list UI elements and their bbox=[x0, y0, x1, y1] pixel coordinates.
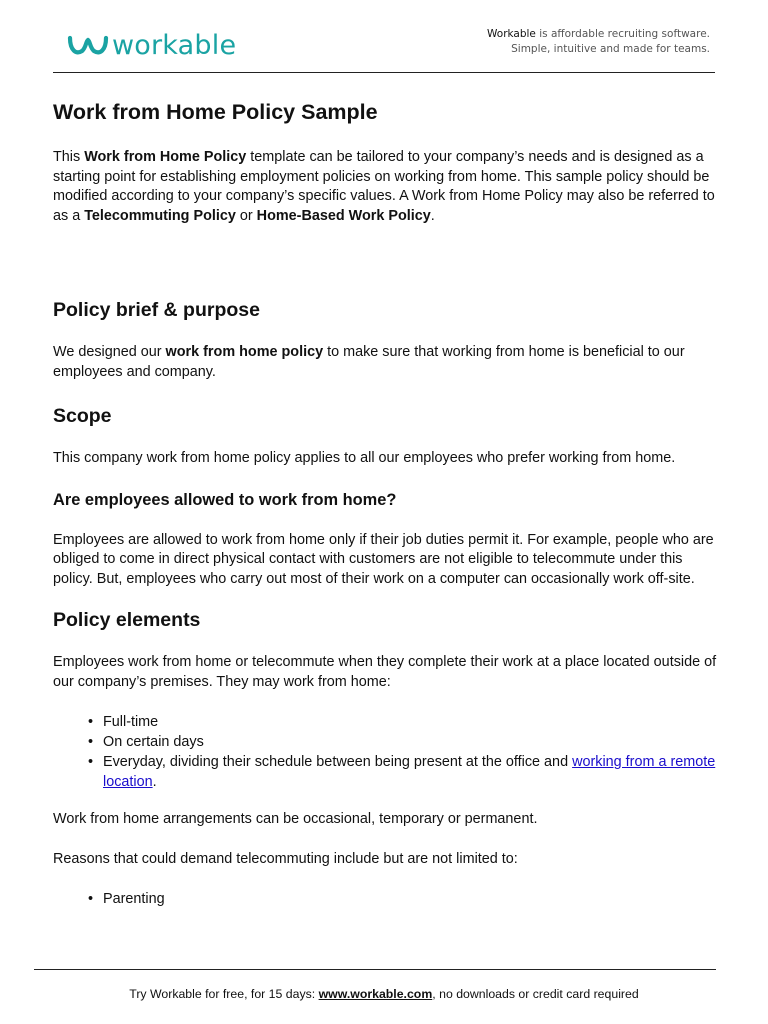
intro-text-2: template can be tailored to your company’s needs and is designed as a starting point for establishing employment policies on working from home. This sample policy should be modified according to your company’s specific values. A Work from Home Policy may also be referred to as a bbox=[53, 149, 715, 224]
footer-text-2: , no downloads or credit card required bbox=[432, 987, 639, 1001]
section-heading-brief: Policy brief & purpose bbox=[53, 299, 260, 321]
section-heading-scope: Scope bbox=[53, 405, 112, 427]
footer-link[interactable]: www.workable.com bbox=[318, 987, 433, 1001]
list-item bbox=[103, 752, 718, 792]
brief-paragraph bbox=[53, 343, 718, 382]
intro-bold-3: Home-Based Work Policy bbox=[256, 207, 431, 224]
footer bbox=[0, 987, 768, 1001]
workable-logo bbox=[66, 28, 236, 62]
header-tagline bbox=[487, 27, 710, 57]
reasons-list bbox=[53, 889, 718, 909]
elements-paragraph-3: Reasons that could demand telecommuting include but are not limited to: bbox=[53, 850, 518, 867]
intro-text-3: or bbox=[235, 207, 257, 224]
logo-text: workable bbox=[112, 29, 237, 61]
tagline-rest: is affordable recruiting software. bbox=[535, 28, 710, 40]
brief-text-2: to make sure that working from home is beneficial to our employees and company. bbox=[53, 344, 685, 380]
tagline-line-2: Simple, intuitive and made for teams. bbox=[511, 43, 710, 55]
section-heading-allowed: Are employees allowed to work from home? bbox=[53, 490, 397, 509]
document-body bbox=[53, 98, 718, 909]
workable-logo-icon bbox=[66, 31, 110, 59]
intro-paragraph bbox=[53, 148, 718, 226]
footer-divider bbox=[34, 969, 716, 970]
intro-bold-2: Telecommuting Policy bbox=[84, 207, 236, 224]
footer-text-1: Try Workable for free, for 15 days: bbox=[129, 987, 319, 1001]
work-modes-list bbox=[53, 712, 718, 792]
elements-paragraph-1: Employees work from home or telecommute when they complete their work at a place located outside of our company’s premises. They may work from home: bbox=[53, 654, 717, 690]
intro-text-4: . bbox=[430, 207, 435, 224]
list-item: • On certain days bbox=[103, 732, 718, 752]
scope-paragraph: This company work from home policy applies to all our employees who prefer working from home. bbox=[53, 450, 676, 466]
brief-text-1: We designed our bbox=[53, 344, 166, 360]
tagline-brand: Workable bbox=[487, 28, 536, 40]
remote-location-link[interactable]: working from a remote location bbox=[103, 754, 716, 790]
list-item-end: . bbox=[152, 774, 157, 790]
allowed-paragraph: Employees are allowed to work from home only if their job duties permit it. For example, people who are obliged to come in direct physical contact with customers are not eligible to telecommute under this policy. But, employees who carry out most of their work on a computer can occasionally work off-site. bbox=[53, 531, 714, 587]
list-item: • Parenting bbox=[103, 889, 718, 909]
section-heading-elements: Policy elements bbox=[53, 609, 201, 631]
tagline-line-1 bbox=[487, 27, 710, 42]
brief-bold-1: work from home policy bbox=[165, 344, 324, 360]
list-item: • Full-time bbox=[103, 712, 718, 732]
list-item-text: Everyday, dividing their schedule between being present at the office and bbox=[103, 754, 573, 770]
intro-bold-1: Work from Home Policy bbox=[84, 149, 247, 165]
header-divider bbox=[53, 72, 715, 73]
intro-text-1: This bbox=[53, 149, 85, 165]
page-title: Work from Home Policy Sample bbox=[53, 100, 378, 124]
elements-paragraph-2: Work from home arrangements can be occasional, temporary or permanent. bbox=[53, 811, 538, 827]
